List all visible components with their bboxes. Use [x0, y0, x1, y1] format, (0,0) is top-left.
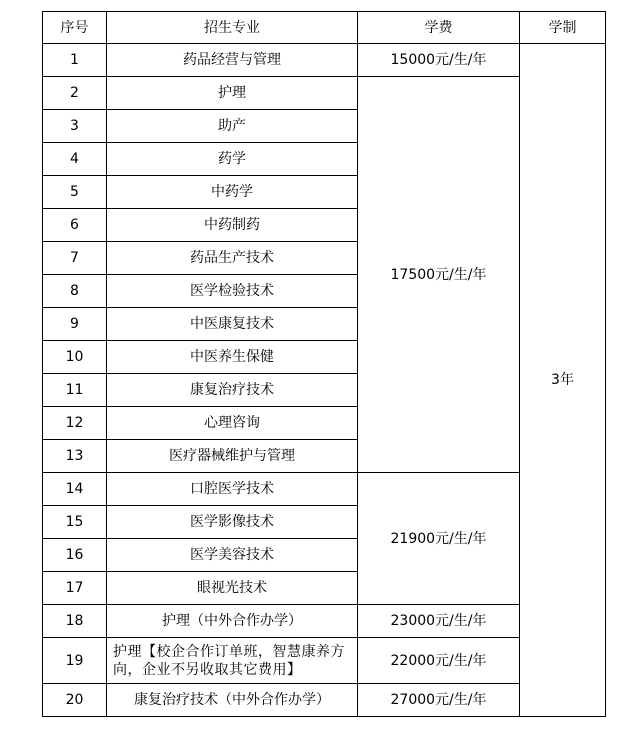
row-major: 药品经营与管理: [107, 44, 358, 77]
row-major: 中医康复技术: [107, 308, 358, 341]
row-major: 药品生产技术: [107, 242, 358, 275]
row-major: 护理【校企合作订单班，智慧康养方向，企业不另收取其它费用】: [107, 638, 358, 684]
row-major: 口腔医学技术: [107, 473, 358, 506]
row-no: 11: [43, 374, 107, 407]
duration-cell: 3年: [520, 44, 606, 717]
row-major: 中药制药: [107, 209, 358, 242]
row-no: 18: [43, 605, 107, 638]
row-major: 医学影像技术: [107, 506, 358, 539]
row-major: 助产: [107, 110, 358, 143]
row-major: 心理咨询: [107, 407, 358, 440]
table-row: [43, 44, 606, 77]
header-duration: 学制: [520, 12, 606, 44]
row-major: 医学美容技术: [107, 539, 358, 572]
row-no: 14: [43, 473, 107, 506]
header-row: [43, 12, 606, 44]
header-major: 招生专业: [107, 12, 358, 44]
row-no: 16: [43, 539, 107, 572]
row-no: 17: [43, 572, 107, 605]
row-major: 护理: [107, 77, 358, 110]
row-no: 20: [43, 684, 107, 717]
header-fee: 学费: [358, 12, 520, 44]
row-major: 护理（中外合作办学）: [107, 605, 358, 638]
row-major: 中药学: [107, 176, 358, 209]
row-major: 医疗器械维护与管理: [107, 440, 358, 473]
row-major: 中医养生保健: [107, 341, 358, 374]
row-no: 1: [43, 44, 107, 77]
tuition-table: [42, 11, 606, 717]
row-no: 15: [43, 506, 107, 539]
row-fee: 21900元/生/年: [358, 473, 520, 605]
row-no: 12: [43, 407, 107, 440]
row-no: 2: [43, 77, 107, 110]
row-fee: 27000元/生/年: [358, 684, 520, 717]
row-no: 5: [43, 176, 107, 209]
header-no: 序号: [43, 12, 107, 44]
row-fee: 15000元/生/年: [358, 44, 520, 77]
row-no: 8: [43, 275, 107, 308]
row-no: 3: [43, 110, 107, 143]
row-no: 7: [43, 242, 107, 275]
row-fee: 23000元/生/年: [358, 605, 520, 638]
row-major: 医学检验技术: [107, 275, 358, 308]
row-major: 康复治疗技术: [107, 374, 358, 407]
row-major: 康复治疗技术（中外合作办学）: [107, 684, 358, 717]
row-no: 6: [43, 209, 107, 242]
row-no: 4: [43, 143, 107, 176]
row-major: 药学: [107, 143, 358, 176]
row-no: 10: [43, 341, 107, 374]
row-no: 9: [43, 308, 107, 341]
row-fee: 17500元/生/年: [358, 77, 520, 473]
row-fee: 22000元/生/年: [358, 638, 520, 684]
row-major: 眼视光技术: [107, 572, 358, 605]
row-no: 13: [43, 440, 107, 473]
row-no: 19: [43, 638, 107, 684]
